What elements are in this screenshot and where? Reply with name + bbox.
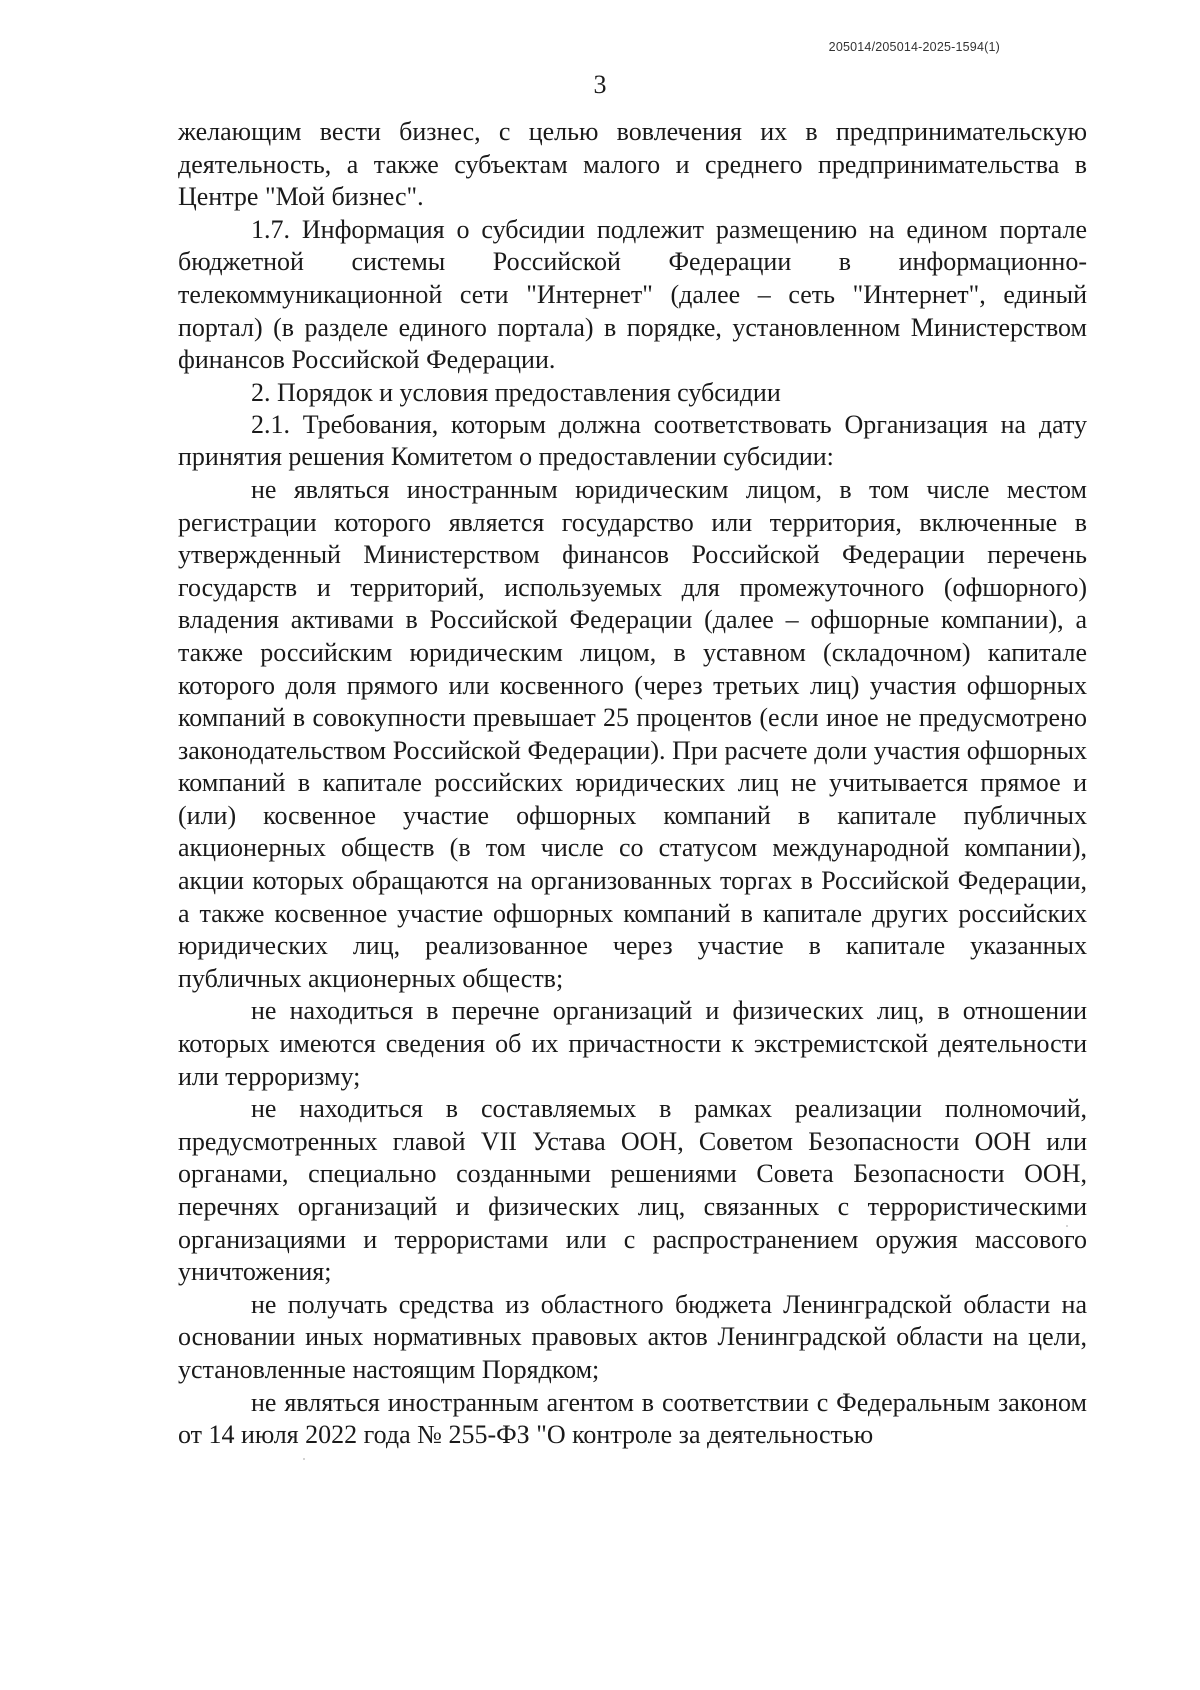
requirement-no-budget-funds: не получать средства из областного бюджета Ленинградской области на основании иных нормативных правовых актов Ленинградской области на цели, установленные настоящим Порядком; (178, 1289, 1087, 1384)
section-2-heading: 2. Порядок и условия предоставления субсидии (251, 377, 781, 407)
requirement-extremism-list: не находиться в перечне организаций и физических лиц, в отношении которых имеются сведения об их причастности к экстремистской деятельности или терроризму; (178, 996, 1087, 1091)
requirement-un-lists: не находиться в составляемых в рамках реализации полномочий, предусмотренных главой VII Устава ООН, Советом Безопасности ООН или органами, специально созданными решениями Совета Безопасности ООН, перечнях организаций и физических лиц, связанных с террористическими организациями и террористами или с распространением оружия массового уничтожения; (178, 1094, 1087, 1287)
paragraph-1-7: 1.7. Информация о субсидии подлежит размещению на едином портале бюджетной системы Российской Федерации в информационно-телекоммуникационной сети "Интернет" (далее – сеть "Интернет", единый портал) (в разделе единого портала) в порядке, установленном Министерством финансов Российской Федерации. (178, 214, 1087, 375)
paragraph-continuation: желающим вести бизнес, с целью вовлечения их в предпринимательскую деятельность, а также субъектам малого и среднего предпринимательства в Центре "Мой бизнес". (178, 117, 1087, 212)
paragraph-2-1: 2.1. Требования, которым должна соответствовать Организация на дату принятия решения Комитетом о предоставлении субсидии: (178, 409, 1087, 472)
scan-artifact (303, 1458, 305, 1460)
page-number: 3 (593, 70, 607, 99)
document-body (178, 116, 1087, 1452)
requirement-offshore: не являться иностранным юридическим лицом, в том числе местом регистрации которого является государство или территория, включенные в утвержденный Министерством финансов Российской Федерации перечень государств и территорий, используемых для промежуточного (офшорного) владения активами в Российской Федерации (далее – офшорные компании), а также российским юридическим лицом, в уставном (складочном) капитале которого доля прямого или косвенного (через третьих лиц) участия офшорных компаний в совокупности превышает 25 процентов (если иное не предусмотрено законодательством Российской Федерации). При расчете доли участия офшорных компаний в капитале российских юридических лиц не учитывается прямое и (или) косвенное участие офшорных компаний в капитале публичных акционерных обществ (в том числе со статусом международной компании), акции которых обращаются на организованных торгах в Российской Федерации, а также косвенное участие офшорных компаний в капитале других российских юридических лиц, реализованное через участие в капитале указанных публичных акционерных обществ; (178, 474, 1087, 993)
document-registration-code: 205014/205014-2025-1594(1) (828, 40, 1000, 54)
requirement-not-foreign-agent: не являться иностранным агентом в соответствии с Федеральным законом от 14 июля 2022 года № 255-ФЗ "О контроле за деятельностью (178, 1387, 1087, 1450)
scan-artifact (1066, 1225, 1068, 1227)
